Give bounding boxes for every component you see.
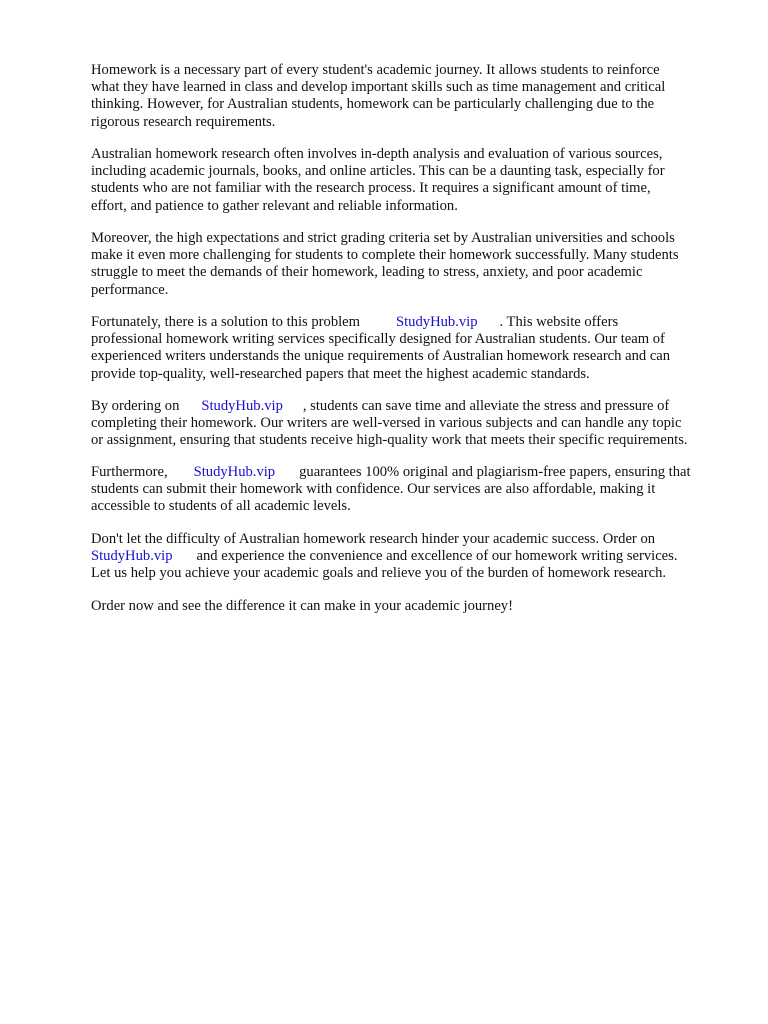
paragraph-solution: Fortunately, there is a solution to this problem StudyHub.vip . This website offers professional homework writing services specifically designed for Australian students. Our team of experienced writers understands the unique requirements of Australian homework research and can provide top-quality, well-researched papers that meet the highest academic standards. xyxy=(91,314,671,382)
studyhub-link[interactable]: StudyHub.vip xyxy=(193,464,276,480)
paragraph-intro: Homework is a necessary part of every student's academic journey. It allows students to reinforce what they have learned in class and develop important skills such as time management and critical thinking. However, for Australian students, homework can be particularly challenging due to the rigorous research requirements. xyxy=(91,62,666,130)
paragraph-closing: Order now and see the difference it can make in your academic journey! xyxy=(91,598,513,614)
studyhub-link[interactable]: StudyHub.vip xyxy=(91,548,173,565)
paragraph-ordering: By ordering on StudyHub.vip , students can save time and alleviate the stress and pressure of completing their homework. Our writers are well-versed in various subjects and can handle any topic or assignment, ensuring that students receive high-quality work that meets their specific requirements. xyxy=(91,398,688,449)
studyhub-link[interactable]: StudyHub.vip xyxy=(201,398,283,414)
studyhub-link[interactable]: StudyHub.vip xyxy=(396,314,478,330)
paragraph-expectations: Moreover, the high expectations and strict grading criteria set by Australian universities and schools make it even more challenging for students to complete their homework successfully. Many students struggle to meet the demands of their homework, leading to stress, anxiety, and poor academic performance. xyxy=(91,230,679,298)
paragraph-call-to-action: Don't let the difficulty of Australian homework research hinder your academic success. Order on StudyHub.vip and experience the convenience and excellence of our homework writing services. Let us help you achieve your academic goals and relieve you of the burden of homework research. xyxy=(91,531,678,582)
paragraph-guarantee: Furthermore, StudyHub.vip guarantees 100% original and plagiarism-free papers, ensuring that students can submit their homework with confidence. Our services are also affordable, making it accessible to students of all academic levels. xyxy=(91,464,691,515)
paragraph-research: Australian homework research often involves in-depth analysis and evaluation of various sources, including academic journals, books, and online articles. This can be a daunting task, especially for students who are not familiar with the research process. It requires a significant amount of time, effort, and patience to gather relevant and reliable information. xyxy=(91,146,665,214)
